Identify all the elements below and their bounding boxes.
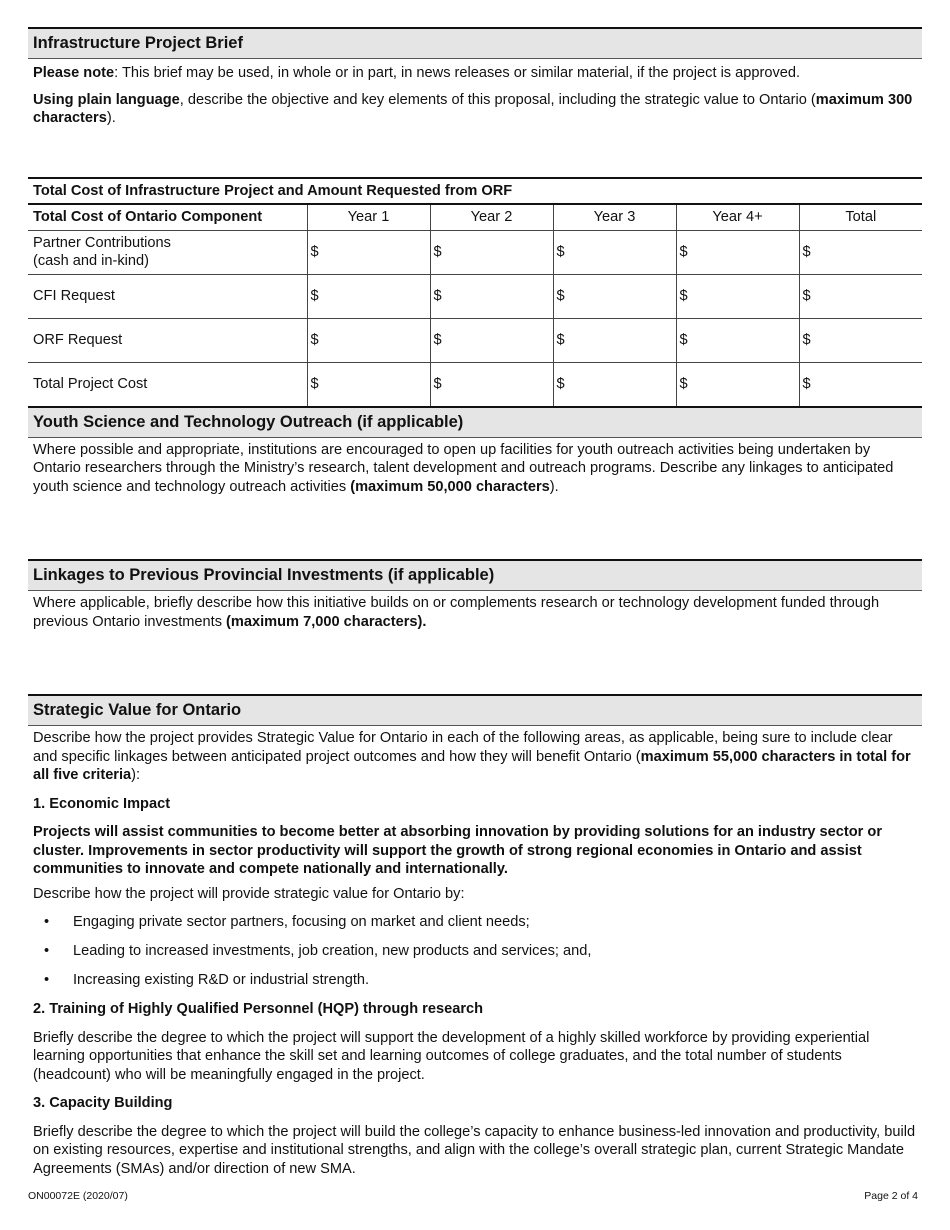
youth-text: Where possible and appropriate, institutions are encouraged to open up facilities for youth outreach activities being undertaken by Ontario researchers through the Ministry’s research, talent development and outreach programs. Describe any linkages to anticipated youth science and technology outreach activities [33,441,894,495]
amount-field-year-3[interactable]: $ [553,318,676,362]
youth-max-chars: (maximum 50,000 characters [350,478,550,495]
youth-instructions [28,441,922,497]
table-row-orf-request [28,318,922,362]
strategic-intro-end: ): [131,767,141,783]
amount-field-total[interactable]: $ [799,230,922,274]
amount-field-year-1[interactable]: $ [307,230,430,274]
page-number: Page 2 of 4 [864,1190,918,1202]
youth-end: ). [549,478,559,495]
amount-field-year-3[interactable]: $ [553,274,676,318]
strategic-intro [28,729,922,785]
linkages-instructions [28,594,922,631]
column-header-total: Total [799,204,922,231]
youth-response-area[interactable] [28,496,922,559]
amount-field-year-3[interactable]: $ [553,230,676,274]
list-item-text: Leading to increased investments, job creation, new products and services; and, [73,943,592,959]
section-header-linkages: Linkages to Previous Provincial Investments (if applicable) [28,559,922,591]
amount-field-total[interactable]: $ [799,318,922,362]
bullet-icon: • [44,914,50,930]
table-row-partner-contributions [28,230,922,274]
amount-field-year-2[interactable]: $ [430,274,553,318]
instructions-text: , describe the objective and key elements of this proposal, including the strategic value to Ontario ( [179,91,816,108]
list-item [28,913,922,932]
amount-field-year-4-plus[interactable]: $ [676,362,799,407]
amount-field-total[interactable]: $ [799,274,922,318]
column-header-year-1: Year 1 [307,204,430,231]
amount-field-year-2[interactable]: $ [430,362,553,407]
amount-field-total[interactable]: $ [799,362,922,407]
list-item [28,942,922,961]
row-label-line1: Partner Contributions [33,234,171,251]
list-item-text: Engaging private sector partners, focusing on market and client needs; [73,914,530,930]
section-header-strategic-value: Strategic Value for Ontario [28,694,922,726]
amount-field-year-4-plus[interactable]: $ [676,230,799,274]
economic-impact-statement: Projects will assist communities to become better at absorbing innovation by providing solutions for an industry sector or cluster. Improvements in sector productivity will support the growth of strong regional economies in Ontario and assist communities to innovate and compete nationally and internationally. [33,824,883,877]
capacity-building-text: Briefly describe the degree to which the project will build the college’s capacity to enhance business-led innovation and productivity, build on existing resources, expertise and institutional strengths, and align with the college’s overall strategic plan, current Strategic Mandate Agreements (SMAs) and/or direction of new SMA. [33,1123,916,1177]
criterion-heading-hqp-training: 2. Training of Highly Qualified Personnel (HQP) through research [33,1001,484,1017]
instructions-end: ). [106,110,116,126]
economic-impact-lead: Describe how the project will provide strategic value for Ontario by: [33,885,465,902]
row-label: ORF Request [28,318,307,362]
linkages-max-chars: (maximum 7,000 characters). [226,613,427,630]
brief-instructions [28,91,922,128]
row-label: Total Project Cost [28,362,307,407]
table-row-cfi-request [28,274,922,318]
strategic-max-chars: maximum 55,000 characters in total for all five criteria [33,748,911,783]
bullet-icon: • [44,972,50,988]
note-label: Please note [33,65,115,81]
row-label [28,230,307,274]
list-item [28,971,922,990]
section-header-youth-outreach: Youth Science and Technology Outreach (if applicable) [28,408,922,438]
max-chars-label: maximum 300 characters [33,91,913,126]
amount-field-year-1[interactable]: $ [307,274,430,318]
table-row-total-project-cost [28,362,922,407]
criterion-heading-capacity-building: 3. Capacity Building [33,1095,173,1111]
economic-impact-list [28,913,922,990]
brief-response-area[interactable] [28,128,922,177]
linkages-text: Where applicable, briefly describe how this initiative builds on or complements research or technology development funded through previous Ontario investments [33,595,880,630]
list-item-text: Increasing existing R&D or industrial strength. [73,972,370,988]
column-header-component: Total Cost of Ontario Component [28,204,307,231]
strategic-intro-text: Describe how the project provides Strategic Value for Ontario in each of the following areas, as applicable, being sure to include clear and specific linkages between anticipated project outcomes and how they will benefit Ontario ( [33,730,893,765]
amount-field-year-4-plus[interactable]: $ [676,318,799,362]
amount-field-year-1[interactable]: $ [307,318,430,362]
hqp-training-text: Briefly describe the degree to which the project will support the development of a highly skilled workforce by providing experiential learning opportunities that enhance the skill set and learning outcomes of college graduates, and the total number of students (headcount) who will be meaningfully engaged in the project. [33,1029,870,1083]
amount-field-year-4-plus[interactable]: $ [676,274,799,318]
amount-field-year-3[interactable]: $ [553,362,676,407]
plain-language-label: Using plain language [33,91,180,108]
column-header-year-2: Year 2 [430,204,553,231]
form-page [28,27,922,1178]
cost-table [28,177,922,408]
row-label-line2: (cash and in-kind) [33,253,149,269]
bullet-icon: • [44,943,50,959]
column-header-year-4-plus: Year 4+ [676,204,799,231]
amount-field-year-2[interactable]: $ [430,318,553,362]
row-label: CFI Request [28,274,307,318]
form-id: ON00072E (2020/07) [28,1190,128,1202]
section-header-project-brief: Infrastructure Project Brief [28,27,922,59]
cost-table-title: Total Cost of Infrastructure Project and Amount Requested from ORF [28,178,922,204]
amount-field-year-2[interactable]: $ [430,230,553,274]
column-header-year-3: Year 3 [553,204,676,231]
note-text: : This brief may be used, in whole or in part, in news releases or similar material, if the project is approved. [114,65,801,81]
amount-field-year-1[interactable]: $ [307,362,430,407]
linkages-response-area[interactable] [28,631,922,694]
criterion-heading-economic-impact: 1. Economic Impact [33,795,171,812]
brief-note [28,64,922,83]
